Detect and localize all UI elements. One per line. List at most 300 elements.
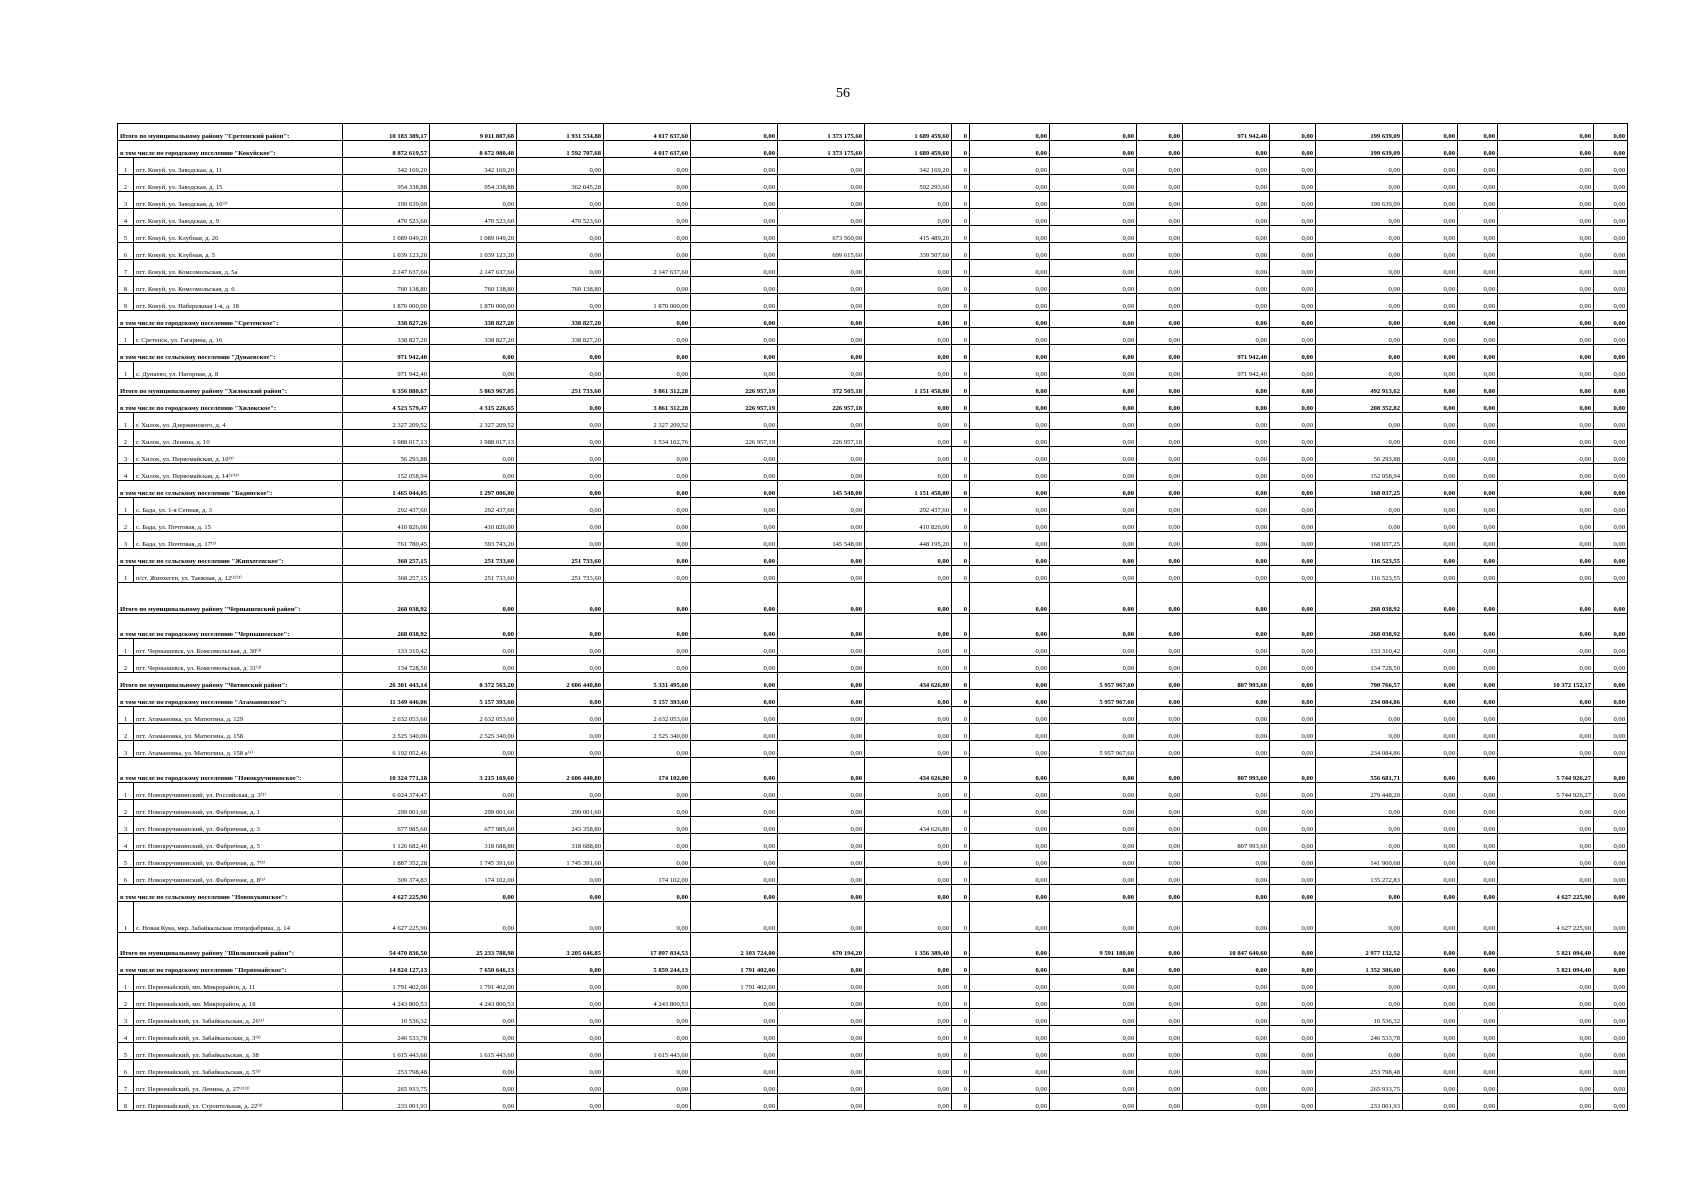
- amount-cell: 0,00: [1594, 800, 1628, 817]
- subtotal-label: в том числе по городскому поселению "Атамановское":: [118, 690, 343, 707]
- amount-cell: 0,00: [970, 758, 1050, 783]
- amount-cell: 208 352,82: [1316, 396, 1403, 413]
- amount-cell: 0,00: [865, 345, 952, 362]
- amount-cell: 0,00: [865, 690, 952, 707]
- amount-cell: 0,00: [1316, 243, 1403, 260]
- amount-cell: 0,00: [970, 498, 1050, 515]
- amount-cell: 5 957 967,60: [1050, 690, 1137, 707]
- amount-cell: 0,00: [1458, 192, 1498, 209]
- table-row: [118, 800, 1628, 817]
- amount-cell: 0: [952, 958, 970, 975]
- amount-cell: 0,00: [604, 515, 691, 532]
- amount-cell: 0,00: [1594, 1026, 1628, 1043]
- amount-cell: 0: [952, 124, 970, 141]
- amount-cell: 0,00: [778, 345, 865, 362]
- amount-cell: 0,00: [1050, 532, 1137, 549]
- amount-cell: 56 293,88: [343, 447, 430, 464]
- subtotal-label: в том числе по городскому поселению "Сретенское":: [118, 311, 343, 328]
- amount-cell: 0,00: [1458, 817, 1498, 834]
- amount-cell: 0,00: [691, 1009, 778, 1026]
- amount-cell: 268 038,92: [343, 583, 430, 614]
- amount-cell: 0,00: [604, 1094, 691, 1111]
- amount-cell: 4 017 637,60: [604, 141, 691, 158]
- amount-cell: 2 632 053,60: [430, 707, 517, 724]
- amount-cell: 0,00: [1183, 690, 1270, 707]
- amount-cell: 2 327 209,52: [430, 413, 517, 430]
- amount-cell: 0,00: [778, 464, 865, 481]
- amount-cell: 0: [952, 800, 970, 817]
- amount-cell: 0,00: [1594, 992, 1628, 1009]
- table-row: [118, 328, 1628, 345]
- amount-cell: 0,00: [970, 413, 1050, 430]
- amount-cell: 0,00: [1183, 481, 1270, 498]
- amount-cell: 0,00: [1403, 124, 1458, 141]
- amount-cell: 0,00: [1498, 515, 1594, 532]
- amount-cell: 0,00: [778, 328, 865, 345]
- amount-cell: 0,00: [1183, 1060, 1270, 1077]
- amount-cell: 0,00: [778, 614, 865, 639]
- amount-cell: 0,00: [970, 328, 1050, 345]
- amount-cell: 0,00: [1594, 345, 1628, 362]
- amount-cell: 0,00: [604, 243, 691, 260]
- amount-cell: 226 957,19: [691, 430, 778, 447]
- amount-cell: 0,00: [1458, 158, 1498, 175]
- amount-cell: 0,00: [517, 783, 604, 800]
- amount-cell: 0,00: [691, 243, 778, 260]
- amount-cell: 226 957,18: [778, 430, 865, 447]
- amount-cell: 0,00: [517, 1077, 604, 1094]
- amount-cell: 0,00: [1458, 758, 1498, 783]
- register-table: [117, 123, 1628, 1111]
- amount-cell: 2 147 637,60: [343, 260, 430, 277]
- amount-cell: 0,00: [1137, 614, 1183, 639]
- address-cell: пгт. Новокручининский, ул. Фабричная, д. 3: [134, 817, 343, 834]
- amount-cell: 0: [952, 430, 970, 447]
- amount-cell: 0,00: [1458, 800, 1498, 817]
- amount-cell: 760 138,80: [430, 277, 517, 294]
- amount-cell: 0,00: [970, 724, 1050, 741]
- amount-cell: 0,00: [517, 345, 604, 362]
- amount-cell: 0,00: [970, 1043, 1050, 1060]
- amount-cell: 0,00: [778, 902, 865, 933]
- amount-cell: 0,00: [1183, 294, 1270, 311]
- amount-cell: 0,00: [517, 430, 604, 447]
- amount-cell: 0,00: [691, 124, 778, 141]
- amount-cell: 0: [952, 583, 970, 614]
- amount-cell: 0,00: [865, 1026, 952, 1043]
- amount-cell: 0,00: [778, 1009, 865, 1026]
- amount-cell: 0,00: [1458, 673, 1498, 690]
- amount-cell: 0,00: [1458, 362, 1498, 379]
- amount-cell: 0,00: [865, 902, 952, 933]
- amount-cell: 760 138,80: [343, 277, 430, 294]
- amount-cell: 0,00: [517, 583, 604, 614]
- amount-cell: 1 039 123,20: [430, 243, 517, 260]
- amount-cell: 0,00: [1403, 141, 1458, 158]
- amount-cell: 1 373 175,60: [778, 141, 865, 158]
- amount-cell: 0: [952, 656, 970, 673]
- amount-cell: 9 591 180,00: [1050, 933, 1137, 958]
- amount-cell: 0,00: [1183, 328, 1270, 345]
- amount-cell: 0,00: [1137, 817, 1183, 834]
- amount-cell: 470 523,60: [343, 209, 430, 226]
- amount-cell: 135 272,83: [1316, 868, 1403, 885]
- amount-cell: 415 489,20: [865, 226, 952, 243]
- amount-cell: 0,00: [430, 1009, 517, 1026]
- amount-cell: 0,00: [1458, 430, 1498, 447]
- amount-cell: 0,00: [1050, 447, 1137, 464]
- amount-cell: 0,00: [970, 656, 1050, 673]
- amount-cell: 0,00: [1498, 396, 1594, 413]
- amount-cell: 0,00: [691, 498, 778, 515]
- amount-cell: 492 913,62: [1316, 379, 1403, 396]
- amount-cell: 0,00: [1458, 243, 1498, 260]
- amount-cell: 0,00: [1270, 345, 1316, 362]
- amount-cell: 265 933,75: [1316, 1077, 1403, 1094]
- amount-cell: 0,00: [691, 481, 778, 498]
- amount-cell: 0,00: [430, 345, 517, 362]
- amount-cell: 0,00: [1050, 656, 1137, 673]
- amount-cell: 292 437,60: [865, 498, 952, 515]
- amount-cell: 0,00: [970, 379, 1050, 396]
- amount-cell: 0,00: [1498, 868, 1594, 885]
- subtotal-row: [118, 933, 1628, 958]
- amount-cell: 0,00: [1458, 226, 1498, 243]
- amount-cell: 0,00: [430, 885, 517, 902]
- amount-cell: 0,00: [970, 800, 1050, 817]
- amount-cell: 54 470 836,50: [343, 933, 430, 958]
- amount-cell: 0,00: [970, 868, 1050, 885]
- amount-cell: 0,00: [1050, 1077, 1137, 1094]
- amount-cell: 0,00: [1270, 1026, 1316, 1043]
- amount-cell: 0,00: [1458, 175, 1498, 192]
- amount-cell: 0: [952, 498, 970, 515]
- address-cell: г. Хилок, ул. Дзержинского, д. 4: [134, 413, 343, 430]
- amount-cell: 0,00: [604, 583, 691, 614]
- amount-cell: 0: [952, 639, 970, 656]
- subtotal-row: [118, 614, 1628, 639]
- amount-cell: 0,00: [691, 817, 778, 834]
- amount-cell: 0,00: [1594, 481, 1628, 498]
- amount-cell: 0,00: [691, 583, 778, 614]
- amount-cell: 0,00: [1183, 958, 1270, 975]
- amount-cell: 0,00: [970, 834, 1050, 851]
- amount-cell: 0,00: [691, 690, 778, 707]
- amount-cell: 2 606 440,80: [517, 673, 604, 690]
- amount-cell: 971 942,40: [343, 362, 430, 379]
- amount-cell: 8 672 980,48: [430, 141, 517, 158]
- row-number: 1: [118, 362, 134, 379]
- table-row: [118, 783, 1628, 800]
- row-number: 2: [118, 800, 134, 817]
- amount-cell: 362 045,28: [517, 175, 604, 192]
- amount-cell: 199 639,09: [1316, 124, 1403, 141]
- amount-cell: 0,00: [604, 481, 691, 498]
- amount-cell: 0,00: [1270, 413, 1316, 430]
- amount-cell: 0,00: [778, 741, 865, 758]
- amount-cell: 0,00: [778, 362, 865, 379]
- amount-cell: 0,00: [430, 1060, 517, 1077]
- amount-cell: 368 257,15: [343, 566, 430, 583]
- amount-cell: 0,00: [778, 690, 865, 707]
- amount-cell: 0,00: [1594, 1077, 1628, 1094]
- table-row: [118, 851, 1628, 868]
- amount-cell: 1 615 443,60: [604, 1043, 691, 1060]
- amount-cell: 0,00: [1050, 885, 1137, 902]
- amount-cell: 0,00: [1050, 758, 1137, 783]
- amount-cell: 0,00: [691, 758, 778, 783]
- amount-cell: 0,00: [1183, 1009, 1270, 1026]
- amount-cell: 410 826,00: [430, 515, 517, 532]
- amount-cell: 234 084,86: [1316, 741, 1403, 758]
- amount-cell: 0,00: [970, 741, 1050, 758]
- amount-cell: 0,00: [1137, 294, 1183, 311]
- table-row: [118, 226, 1628, 243]
- amount-cell: 0,00: [1594, 124, 1628, 141]
- amount-cell: 0,00: [517, 226, 604, 243]
- amount-cell: 0,00: [970, 707, 1050, 724]
- amount-cell: 1 089 049,20: [343, 226, 430, 243]
- amount-cell: 0,00: [604, 656, 691, 673]
- amount-cell: 0,00: [1594, 260, 1628, 277]
- amount-cell: 253 798,48: [1316, 1060, 1403, 1077]
- row-number: 1: [118, 158, 134, 175]
- amount-cell: 0,00: [970, 639, 1050, 656]
- address-cell: г. Хилок, ул. Ленина, д. 10: [134, 430, 343, 447]
- amount-cell: 0,00: [1270, 1043, 1316, 1060]
- amount-cell: 0,00: [604, 975, 691, 992]
- amount-cell: 760 138,80: [517, 277, 604, 294]
- amount-cell: 0,00: [1403, 549, 1458, 566]
- amount-cell: 0,00: [1403, 1043, 1458, 1060]
- amount-cell: 0,00: [1183, 430, 1270, 447]
- amount-cell: 0,00: [604, 902, 691, 933]
- amount-cell: 0,00: [430, 464, 517, 481]
- amount-cell: 0,00: [517, 868, 604, 885]
- amount-cell: 0: [952, 783, 970, 800]
- amount-cell: 0,00: [1137, 583, 1183, 614]
- amount-cell: 133 310,42: [343, 639, 430, 656]
- amount-cell: 0,00: [1458, 958, 1498, 975]
- amount-cell: 954 338,88: [430, 175, 517, 192]
- amount-cell: 0,00: [1498, 447, 1594, 464]
- amount-cell: 168 037,25: [1316, 481, 1403, 498]
- amount-cell: 5 331 495,60: [604, 673, 691, 690]
- amount-cell: 0,00: [1403, 1009, 1458, 1026]
- subtotal-label: в том числе по городскому поселению "Первомайское":: [118, 958, 343, 975]
- amount-cell: 0,00: [778, 1043, 865, 1060]
- amount-cell: 309 374,83: [343, 868, 430, 885]
- amount-cell: 807 993,60: [1183, 673, 1270, 690]
- amount-cell: 0,00: [1594, 614, 1628, 639]
- amount-cell: 0,00: [1137, 992, 1183, 1009]
- amount-cell: 0,00: [430, 783, 517, 800]
- amount-cell: 0,00: [517, 992, 604, 1009]
- amount-cell: 0,00: [1403, 992, 1458, 1009]
- amount-cell: 2 525 340,00: [604, 724, 691, 741]
- amount-cell: 0,00: [1050, 464, 1137, 481]
- amount-cell: 0,00: [1498, 311, 1594, 328]
- amount-cell: 0,00: [604, 817, 691, 834]
- amount-cell: 1 297 006,80: [430, 481, 517, 498]
- amount-cell: 0,00: [970, 430, 1050, 447]
- address-cell: пгт. Первомайский, ул. Забайкальская, д. 26⁽³⁾: [134, 1009, 343, 1026]
- amount-cell: 251 733,60: [430, 549, 517, 566]
- amount-cell: 1 534 102,76: [604, 430, 691, 447]
- amount-cell: 0,00: [517, 639, 604, 656]
- table-row: [118, 260, 1628, 277]
- amount-cell: 0,00: [1270, 851, 1316, 868]
- amount-cell: 0,00: [1137, 868, 1183, 885]
- amount-cell: 0,00: [691, 362, 778, 379]
- amount-cell: 5 821 094,40: [1498, 958, 1594, 975]
- amount-cell: 0,00: [778, 1094, 865, 1111]
- amount-cell: 0,00: [1594, 1009, 1628, 1026]
- amount-cell: 971 942,40: [1183, 124, 1270, 141]
- amount-cell: 0,00: [1316, 975, 1403, 992]
- amount-cell: 0,00: [517, 885, 604, 902]
- row-number: 1: [118, 639, 134, 656]
- amount-cell: 0,00: [1498, 566, 1594, 583]
- amount-cell: 0,00: [517, 158, 604, 175]
- amount-cell: 0,00: [865, 583, 952, 614]
- amount-cell: 0,00: [1137, 345, 1183, 362]
- amount-cell: 0,00: [1183, 566, 1270, 583]
- amount-cell: 0,00: [1403, 345, 1458, 362]
- amount-cell: 0,00: [1498, 158, 1594, 175]
- amount-cell: 0,00: [1270, 260, 1316, 277]
- amount-cell: 0,00: [691, 656, 778, 673]
- amount-cell: 0,00: [1137, 311, 1183, 328]
- amount-cell: 0,00: [1403, 481, 1458, 498]
- amount-cell: 0,00: [1270, 379, 1316, 396]
- amount-cell: 0,00: [691, 834, 778, 851]
- table-row: [118, 724, 1628, 741]
- amount-cell: 971 942,40: [343, 345, 430, 362]
- row-number: 6: [118, 243, 134, 260]
- amount-cell: 0,00: [1050, 614, 1137, 639]
- amount-cell: 0: [952, 741, 970, 758]
- amount-cell: 0,00: [1270, 209, 1316, 226]
- amount-cell: 0,00: [1270, 294, 1316, 311]
- amount-cell: 0,00: [1183, 515, 1270, 532]
- amount-cell: 0,00: [1594, 673, 1628, 690]
- amount-cell: 677 985,60: [430, 817, 517, 834]
- amount-cell: 0,00: [1050, 549, 1137, 566]
- amount-cell: 199 639,09: [343, 192, 430, 209]
- amount-cell: 0,00: [517, 958, 604, 975]
- amount-cell: 0,00: [1498, 1060, 1594, 1077]
- amount-cell: 1 988 017,13: [343, 430, 430, 447]
- amount-cell: 199 639,09: [1316, 141, 1403, 158]
- amount-cell: 0,00: [1050, 958, 1137, 975]
- amount-cell: 0,00: [1458, 532, 1498, 549]
- amount-cell: 8 872 619,57: [343, 141, 430, 158]
- amount-cell: 0,00: [517, 362, 604, 379]
- amount-cell: 0,00: [1050, 783, 1137, 800]
- table-row: [118, 498, 1628, 515]
- amount-cell: 0,00: [970, 673, 1050, 690]
- amount-cell: 971 942,40: [1183, 345, 1270, 362]
- amount-cell: 0,00: [1316, 430, 1403, 447]
- amount-cell: 0,00: [1594, 209, 1628, 226]
- amount-cell: 0,00: [865, 413, 952, 430]
- amount-cell: 0,00: [430, 1026, 517, 1043]
- amount-cell: 0,00: [778, 817, 865, 834]
- amount-cell: 0,00: [1137, 141, 1183, 158]
- amount-cell: 0,00: [778, 639, 865, 656]
- amount-cell: 0,00: [1050, 209, 1137, 226]
- amount-cell: 0: [952, 294, 970, 311]
- amount-cell: 0,00: [517, 1026, 604, 1043]
- amount-cell: 0,00: [1183, 1026, 1270, 1043]
- amount-cell: 0,00: [1403, 1094, 1458, 1111]
- amount-cell: 0,00: [1137, 834, 1183, 851]
- amount-cell: 0,00: [1137, 975, 1183, 992]
- amount-cell: 6 356 880,67: [343, 379, 430, 396]
- amount-cell: 0,00: [691, 260, 778, 277]
- amount-cell: 0,00: [970, 566, 1050, 583]
- table-row: [118, 639, 1628, 656]
- subtotal-label: Итого по муниципальному району "Читинский район":: [118, 673, 343, 690]
- amount-cell: 0,00: [970, 277, 1050, 294]
- amount-cell: 0,00: [691, 311, 778, 328]
- amount-cell: 251 733,60: [430, 566, 517, 583]
- amount-cell: 0,00: [1403, 294, 1458, 311]
- amount-cell: 0,00: [517, 532, 604, 549]
- amount-cell: 152 058,94: [343, 464, 430, 481]
- amount-cell: 0: [952, 141, 970, 158]
- row-number: 3: [118, 447, 134, 464]
- amount-cell: 0,00: [778, 707, 865, 724]
- amount-cell: 0,00: [1594, 243, 1628, 260]
- amount-cell: 0,00: [604, 1060, 691, 1077]
- amount-cell: 0,00: [1594, 1043, 1628, 1060]
- amount-cell: 246 533,78: [1316, 1026, 1403, 1043]
- amount-cell: 0,00: [1183, 885, 1270, 902]
- amount-cell: 0: [952, 158, 970, 175]
- amount-cell: 0,00: [865, 294, 952, 311]
- amount-cell: 0,00: [1183, 817, 1270, 834]
- amount-cell: 0,00: [1403, 566, 1458, 583]
- amount-cell: 342 169,20: [343, 158, 430, 175]
- amount-cell: 0,00: [970, 515, 1050, 532]
- table-row: [118, 1077, 1628, 1094]
- amount-cell: 1 791 402,00: [430, 975, 517, 992]
- subtotal-label: в том числе по сельскому поселению "Бадинское":: [118, 481, 343, 498]
- amount-cell: 0,00: [970, 447, 1050, 464]
- amount-cell: 0,00: [517, 902, 604, 933]
- amount-cell: 4 627 225,90: [343, 885, 430, 902]
- amount-cell: 0: [952, 515, 970, 532]
- amount-cell: 0,00: [865, 868, 952, 885]
- subtotal-row: [118, 673, 1628, 690]
- row-number: 8: [118, 277, 134, 294]
- amount-cell: 0: [952, 464, 970, 481]
- amount-cell: 0,00: [865, 464, 952, 481]
- table-row: [118, 277, 1628, 294]
- amount-cell: 10 847 640,60: [1183, 933, 1270, 958]
- amount-cell: 0,00: [865, 277, 952, 294]
- amount-cell: 0,00: [1270, 362, 1316, 379]
- amount-cell: 0,00: [778, 1077, 865, 1094]
- amount-cell: 5 157 393,60: [604, 690, 691, 707]
- amount-cell: 0,00: [1403, 430, 1458, 447]
- amount-cell: 0,00: [517, 724, 604, 741]
- amount-cell: 0,00: [865, 614, 952, 639]
- amount-cell: 0,00: [604, 566, 691, 583]
- address-cell: пгт. Кокуй, ул. Клубная, д. 5: [134, 243, 343, 260]
